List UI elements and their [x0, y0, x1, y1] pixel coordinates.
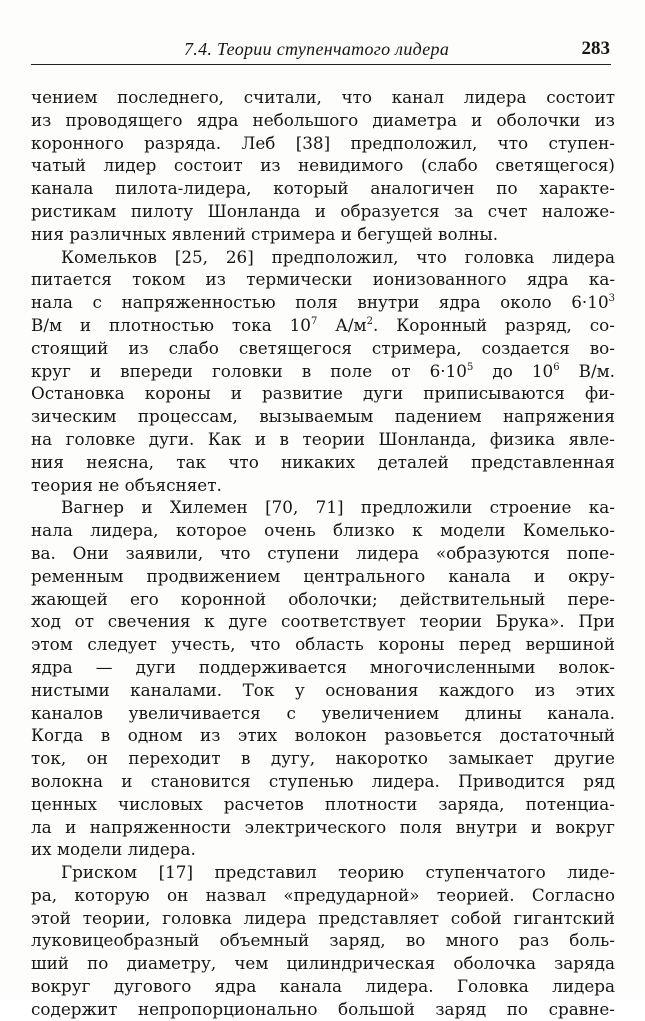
text-line: теория не объясняет.: [31, 474, 222, 495]
text-line: стоящий из слабо светящегося стримера, создается во-: [31, 337, 615, 358]
text-line: Остановка короны и развитие дуги приписываются фи-: [31, 383, 615, 404]
text-line: Комельков [25, 26] предположил, что головка лидера: [61, 246, 615, 267]
text-line: Гриском [17] представил теорию ступенчатого лиде-: [61, 862, 615, 883]
text-line: луковицеобразный объемный заряд, во много раз боль-: [31, 930, 615, 951]
text-line: чением последнего, считали, что канал лидера состоит: [31, 87, 615, 107]
body-text: [31, 86, 615, 1021]
text-line: нала лидера, которое очень близко к модели Комелько-: [31, 520, 615, 541]
text-line: ва. Они заявили, что ступени лидера «образуются попе-: [31, 542, 615, 563]
running-head: 7.4. Теории ступенчатого лидера: [184, 39, 450, 59]
text-line: коронного разряда. Леб [38] предположил, что ступен-: [31, 132, 615, 153]
text-line: ценных числовых расчетов плотности заряда, потенциа-: [31, 793, 615, 814]
text-line: ядра — дуги поддерживается многочисленными волок-: [31, 656, 615, 677]
text-line: ния неясна, так что никаких деталей представленная: [31, 451, 615, 472]
text-line: ристикам пилоту Шонланда и образуется за счет наложе-: [31, 200, 615, 221]
text-line: чатый лидер состоит из невидимого (слабо светящегося): [31, 155, 615, 176]
text-line: ход от свечения к дуге соответствует теории Брука». При: [31, 611, 615, 632]
text-line: ток, он переходит в дугу, накоротко замыкает другие: [31, 748, 615, 769]
text-line: питается током из термически ионизованного ядра ка-: [31, 269, 615, 290]
text-line: В/м и плотностью тока $10^7$ $А/м^2$. Коронный разряд, со-: [31, 314, 615, 335]
text-line: канала пилота-лидера, который аналогичен по характе-: [31, 178, 615, 199]
text-line: вокруг дугового ядра канала лидера. Головка лидера: [31, 976, 615, 997]
text-line: зическим процессам, вызываемым падением напряжения: [31, 406, 615, 427]
text-line: этом следует учесть, что область короны перед вершиной: [31, 634, 615, 655]
text-line: содержит непропорционально большой заряд по сравне-: [31, 998, 615, 1019]
text-line: на головке дуги. Как и в теории Шонланда, физика явле-: [31, 428, 615, 449]
text-line: ла и напряженности электрического поля внутри и вокруг: [31, 816, 615, 837]
text-line: ния различных явлений стримера и бегущей волны.: [31, 223, 499, 244]
text-line: нистыми каналами. Ток у основания каждого из этих: [31, 679, 615, 700]
text-line: волокна и становится ступенью лидера. Приводится ряд: [31, 770, 615, 791]
page-header: [31, 34, 611, 65]
text-line: ший по диаметру, чем цилиндрическая оболочка заряда: [31, 953, 615, 974]
text-line: ременным продвижением центрального канала и окру-: [31, 565, 615, 586]
text-line: Вагнер и Хилемен [70, 71] предложили строение ка-: [61, 497, 615, 518]
text-line: каналов увеличивается с увеличением длины канала.: [31, 702, 615, 723]
text-line: Когда в одном из этих волокон разовьется достаточный: [31, 725, 615, 746]
text-line: жающей его коронной оболочки; действительный пере-: [31, 588, 615, 609]
text-line: из проводящего ядра небольшого диаметра и оболочки из: [31, 109, 615, 130]
text-line: нала с напряженностью поля внутри ядра около $6\cdot 10^3$: [31, 292, 615, 313]
text-line: круг и впереди головки в поле от $6\cdot 10^5$ до $10^6$ В/м.: [31, 360, 615, 381]
page-number: 283: [581, 38, 610, 59]
text-line: этой теории, головка лидера представляет собой гигантский: [31, 907, 615, 928]
text-line: ра, которую он назвал «предударной» теорией. Согласно: [31, 884, 615, 905]
text-line: их модели лидера.: [31, 839, 196, 860]
